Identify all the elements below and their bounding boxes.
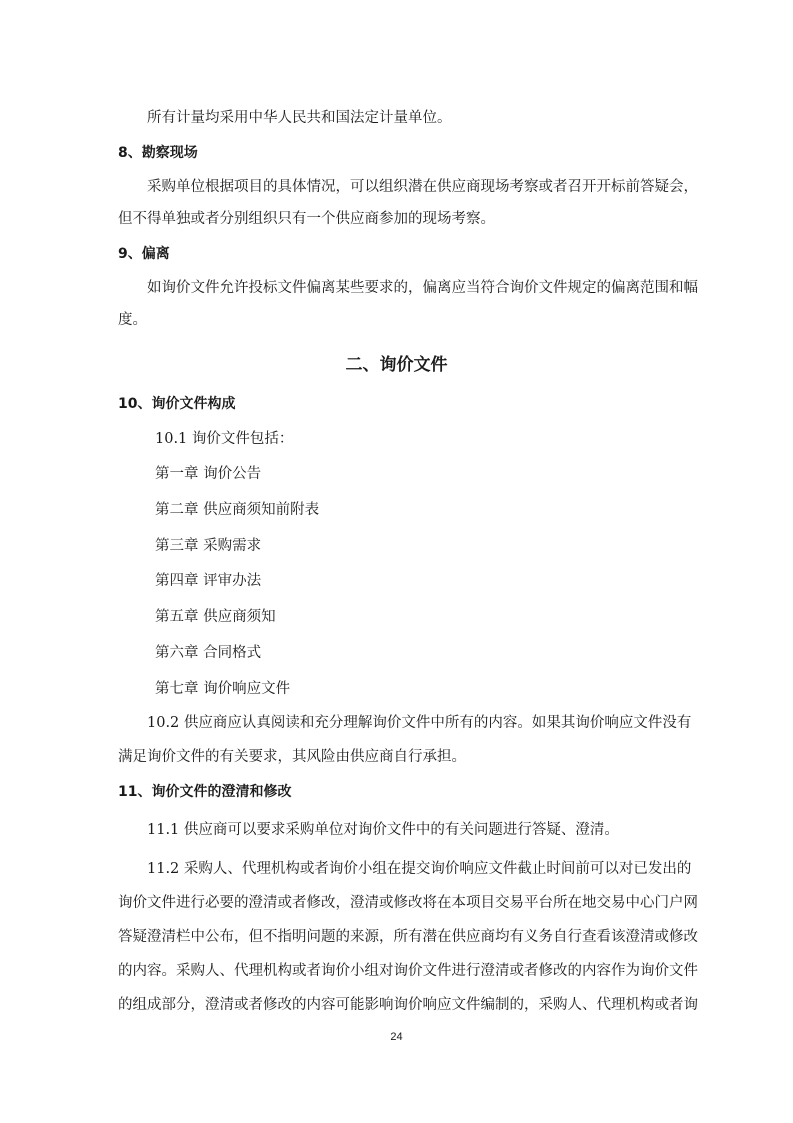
section-11-1: 11.1 供应商可以要求采购单位对询价文件中的有关问题进行答疑、澄清。 (147, 822, 619, 838)
list-item: 第七章 询价响应文件 (155, 681, 291, 697)
section-11-2-line-3: 答疑澄清栏中公布，但不指明问题的来源，所有潜在供应商均有义务自行查看该澄清或修改 (118, 929, 698, 945)
section-9-line-2: 度。 (118, 312, 147, 328)
section-11-2-line-1: 11.2 采购人、代理机构或者询价小组在提交询价响应文件截止时间前可以对已发出的 (147, 861, 692, 877)
list-item: 第三章 采购需求 (155, 538, 262, 554)
list-item: 第一章 询价公告 (155, 466, 262, 482)
paragraph-units: 所有计量均采用中华人民共和国法定计量单位。 (147, 110, 452, 126)
section-10-intro: 10.1 询价文件包括： (155, 431, 294, 447)
section-11-2-line-4: 的内容。采购人、代理机构或者询价小组对询价文件进行澄清或者修改的内容作为询价文件 (118, 963, 698, 979)
list-item: 第五章 供应商须知 (155, 609, 276, 625)
section-8-line-2: 但不得单独或者分别组织只有一个供应商参加的现场考察。 (118, 211, 495, 227)
section-8-heading: 8、勘察现场 (118, 145, 198, 161)
page-number: 24 (390, 1031, 403, 1043)
section-11-heading: 11、询价文件的澄清和修改 (118, 784, 292, 800)
section-9-line-1: 如询价文件允许投标文件偏离某些要求的，偏离应当符合询价文件规定的偏离范围和幅 (147, 280, 698, 296)
section-10-2-line-1: 10.2 供应商应认真阅读和充分理解询价文件中所有的内容。如果其询价响应文件没有 (147, 715, 692, 731)
section-8-line-1: 采购单位根据项目的具体情况，可以组织潜在供应商现场考察或者召开开标前答疑会， (147, 179, 698, 195)
chapter-title: 二、询价文件 (345, 355, 448, 375)
list-item: 第六章 合同格式 (155, 645, 262, 661)
section-11-2-line-5: 的组成部分，澄清或者修改的内容可能影响询价响应文件编制的，采购人、代理机构或者询 (118, 997, 698, 1013)
section-9-heading: 9、偏离 (118, 246, 170, 262)
section-10-heading: 10、询价文件构成 (118, 396, 236, 412)
list-item: 第四章 评审办法 (155, 573, 262, 589)
section-11-2-line-2: 询价文件进行必要的澄清或者修改，澄清或修改将在本项目交易平台所在地交易中心门户网 (118, 895, 698, 911)
list-item: 第二章 供应商须知前附表 (155, 502, 320, 518)
section-10-2-line-2: 满足询价文件的有关要求，其风险由供应商自行承担。 (118, 749, 466, 765)
